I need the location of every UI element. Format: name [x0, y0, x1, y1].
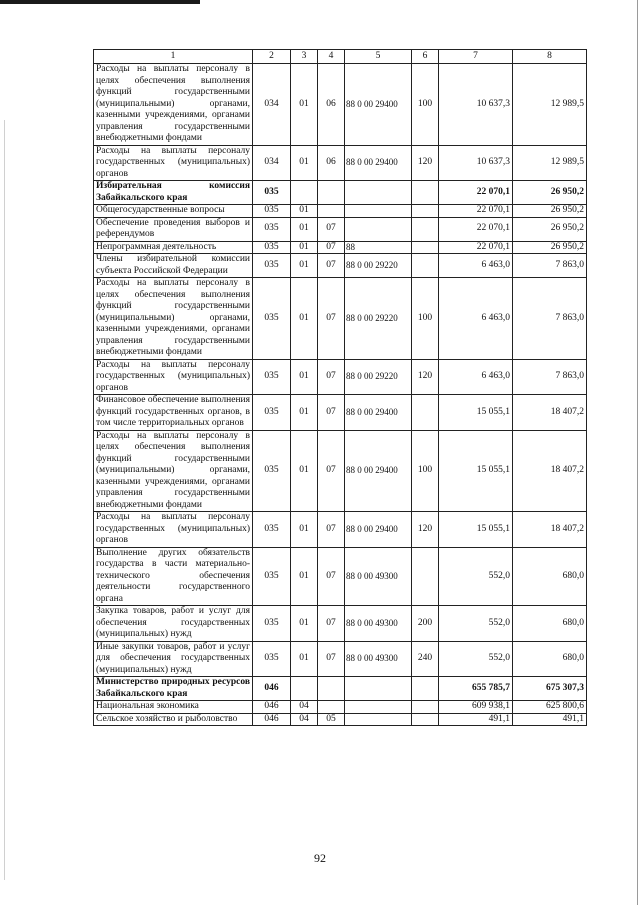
expense-type-cell [412, 241, 439, 254]
item-name-cell: Расходы на выплаты персоналу государственных (муниципальных) органов [94, 512, 253, 548]
ved-code-cell: 034 [253, 64, 291, 146]
ved-code-cell: 035 [253, 241, 291, 254]
amount-year2-cell: 18 407,2 [513, 395, 587, 431]
target-article-cell [345, 677, 412, 701]
table-row [94, 701, 587, 714]
expense-type-cell [412, 395, 439, 431]
header-cell: 5 [345, 50, 412, 64]
expense-type-cell: 120 [412, 145, 439, 181]
section-cell: 01 [291, 430, 318, 512]
target-article-cell: 88 0 00 29400 [345, 430, 412, 512]
scan-top-bar [0, 0, 200, 4]
table-row [94, 512, 587, 548]
section-cell: 01 [291, 606, 318, 642]
ved-code-cell: 035 [253, 512, 291, 548]
subsection-cell: 07 [318, 641, 345, 677]
target-article-cell: 88 0 00 49300 [345, 641, 412, 677]
ved-code-cell: 035 [253, 205, 291, 218]
subsection-cell: 05 [318, 713, 345, 726]
expense-type-cell: 100 [412, 278, 439, 360]
table-header-row [94, 50, 587, 64]
amount-year1-cell: 15 055,1 [439, 430, 513, 512]
section-cell: 01 [291, 241, 318, 254]
expense-type-cell: 100 [412, 64, 439, 146]
item-name-cell: Расходы на выплаты персоналу государственных (муниципальных) органов [94, 359, 253, 395]
amount-year1-cell: 609 938,1 [439, 701, 513, 714]
item-name-cell: Избирательная комиссия Забайкальского края [94, 181, 253, 205]
ved-code-cell: 035 [253, 254, 291, 278]
section-cell [291, 677, 318, 701]
section-cell: 04 [291, 701, 318, 714]
expense-type-cell: 120 [412, 359, 439, 395]
section-cell: 01 [291, 547, 318, 606]
expense-type-cell [412, 547, 439, 606]
table-row [94, 395, 587, 431]
subsection-cell: 07 [318, 359, 345, 395]
table-row [94, 641, 587, 677]
section-cell [291, 181, 318, 205]
header-cell: 7 [439, 50, 513, 64]
table-row [94, 677, 587, 701]
table-row [94, 205, 587, 218]
expense-type-cell [412, 701, 439, 714]
expense-type-cell: 100 [412, 430, 439, 512]
amount-year2-cell: 12 989,5 [513, 64, 587, 146]
amount-year1-cell: 6 463,0 [439, 359, 513, 395]
expense-type-cell [412, 181, 439, 205]
table-row [94, 430, 587, 512]
header-cell: 2 [253, 50, 291, 64]
amount-year2-cell: 680,0 [513, 547, 587, 606]
section-cell: 01 [291, 278, 318, 360]
table-row [94, 241, 587, 254]
item-name-cell: Закупка товаров, работ и услуг для обеспечения государственных (муниципальных) нужд [94, 606, 253, 642]
ved-code-cell: 046 [253, 713, 291, 726]
amount-year2-cell: 18 407,2 [513, 512, 587, 548]
amount-year1-cell: 552,0 [439, 606, 513, 642]
subsection-cell: 07 [318, 606, 345, 642]
amount-year1-cell: 15 055,1 [439, 512, 513, 548]
amount-year2-cell: 7 863,0 [513, 359, 587, 395]
expense-type-cell: 240 [412, 641, 439, 677]
subsection-cell [318, 701, 345, 714]
amount-year1-cell: 6 463,0 [439, 254, 513, 278]
expense-type-cell [412, 677, 439, 701]
header-cell: 8 [513, 50, 587, 64]
target-article-cell [345, 181, 412, 205]
expense-type-cell [412, 217, 439, 241]
subsection-cell: 07 [318, 430, 345, 512]
target-article-cell: 88 0 00 49300 [345, 606, 412, 642]
item-name-cell: Члены избирательной комиссии субъекта Российской Федерации [94, 254, 253, 278]
table-row [94, 606, 587, 642]
subsection-cell: 07 [318, 254, 345, 278]
table-row [94, 713, 587, 726]
amount-year1-cell: 15 055,1 [439, 395, 513, 431]
subsection-cell: 07 [318, 395, 345, 431]
item-name-cell: Расходы на выплаты персоналу государственных (муниципальных) органов [94, 145, 253, 181]
subsection-cell: 06 [318, 64, 345, 146]
amount-year1-cell: 22 070,1 [439, 181, 513, 205]
amount-year2-cell: 26 950,2 [513, 205, 587, 218]
amount-year1-cell: 6 463,0 [439, 278, 513, 360]
target-article-cell: 88 0 00 29220 [345, 359, 412, 395]
target-article-cell: 88 0 00 29400 [345, 145, 412, 181]
scan-right-edge [637, 0, 638, 905]
amount-year2-cell: 26 950,2 [513, 241, 587, 254]
section-cell: 01 [291, 395, 318, 431]
subsection-cell: 07 [318, 547, 345, 606]
subsection-cell [318, 677, 345, 701]
ved-code-cell: 035 [253, 395, 291, 431]
expense-type-cell [412, 205, 439, 218]
ved-code-cell: 035 [253, 359, 291, 395]
target-article-cell [345, 217, 412, 241]
scan-left-edge [4, 120, 5, 880]
subsection-cell: 07 [318, 512, 345, 548]
item-name-cell: Сельское хозяйство и рыболовство [94, 713, 253, 726]
amount-year2-cell: 18 407,2 [513, 430, 587, 512]
table-row [94, 145, 587, 181]
ved-code-cell: 035 [253, 217, 291, 241]
ved-code-cell: 035 [253, 606, 291, 642]
amount-year2-cell: 680,0 [513, 606, 587, 642]
table-row [94, 278, 587, 360]
table-row [94, 547, 587, 606]
amount-year1-cell: 552,0 [439, 641, 513, 677]
amount-year2-cell: 26 950,2 [513, 181, 587, 205]
amount-year1-cell: 22 070,1 [439, 241, 513, 254]
table-row [94, 359, 587, 395]
section-cell: 01 [291, 205, 318, 218]
section-cell: 01 [291, 145, 318, 181]
amount-year1-cell: 552,0 [439, 547, 513, 606]
ved-code-cell: 035 [253, 430, 291, 512]
item-name-cell: Расходы на выплаты персоналу в целях обеспечения выполнения функций государственными (муниципальными) органами, казенными учреждениями, органами управления государственными внебюджетными фондами [94, 64, 253, 146]
ved-code-cell: 035 [253, 547, 291, 606]
header-cell: 6 [412, 50, 439, 64]
item-name-cell: Непрограммная деятельность [94, 241, 253, 254]
item-name-cell: Финансовое обеспечение выполнения функций государственных органов, в том числе территориальных органов [94, 395, 253, 431]
header-cell: 1 [94, 50, 253, 64]
section-cell: 01 [291, 254, 318, 278]
ved-code-cell: 035 [253, 278, 291, 360]
subsection-cell [318, 205, 345, 218]
item-name-cell: Министерство природных ресурсов Забайкальского края [94, 677, 253, 701]
amount-year1-cell: 10 637,3 [439, 145, 513, 181]
ved-code-cell: 046 [253, 701, 291, 714]
item-name-cell: Иные закупки товаров, работ и услуг для обеспечения государственных (муниципальных) нужд [94, 641, 253, 677]
expense-type-cell [412, 254, 439, 278]
target-article-cell: 88 [345, 241, 412, 254]
subsection-cell: 07 [318, 278, 345, 360]
amount-year2-cell: 7 863,0 [513, 254, 587, 278]
header-cell: 4 [318, 50, 345, 64]
item-name-cell: Обеспечение проведения выборов и референдумов [94, 217, 253, 241]
table-row [94, 64, 587, 146]
item-name-cell: Национальная экономика [94, 701, 253, 714]
ved-code-cell: 034 [253, 145, 291, 181]
target-article-cell: 88 0 00 29400 [345, 64, 412, 146]
section-cell: 01 [291, 359, 318, 395]
ved-code-cell: 046 [253, 677, 291, 701]
subsection-cell: 06 [318, 145, 345, 181]
target-article-cell: 88 0 00 29220 [345, 278, 412, 360]
section-cell: 01 [291, 217, 318, 241]
target-article-cell [345, 713, 412, 726]
target-article-cell [345, 205, 412, 218]
amount-year2-cell: 675 307,3 [513, 677, 587, 701]
target-article-cell [345, 701, 412, 714]
amount-year2-cell: 26 950,2 [513, 217, 587, 241]
amount-year2-cell: 680,0 [513, 641, 587, 677]
ved-code-cell: 035 [253, 641, 291, 677]
section-cell: 01 [291, 641, 318, 677]
amount-year1-cell: 655 785,7 [439, 677, 513, 701]
amount-year2-cell: 625 800,6 [513, 701, 587, 714]
table-row [94, 254, 587, 278]
expense-type-cell: 200 [412, 606, 439, 642]
target-article-cell: 88 0 00 29220 [345, 254, 412, 278]
item-name-cell: Выполнение других обязательств государства в части материально-технического обеспечения деятельности государственного органа [94, 547, 253, 606]
section-cell: 01 [291, 64, 318, 146]
item-name-cell: Расходы на выплаты персоналу в целях обеспечения выполнения функций государственными (муниципальными) органами, казенными учреждениями, органами управления государственными внебюджетными фондами [94, 430, 253, 512]
target-article-cell: 88 0 00 29400 [345, 512, 412, 548]
amount-year1-cell: 22 070,1 [439, 205, 513, 218]
subsection-cell: 07 [318, 217, 345, 241]
subsection-cell [318, 181, 345, 205]
subsection-cell: 07 [318, 241, 345, 254]
item-name-cell: Общегосударственные вопросы [94, 205, 253, 218]
item-name-cell: Расходы на выплаты персоналу в целях обеспечения выполнения функций государственными (муниципальными) органами, казенными учреждениями, органами управления государственными внебюджетными фондами [94, 278, 253, 360]
header-cell: 3 [291, 50, 318, 64]
expense-type-cell [412, 713, 439, 726]
amount-year2-cell: 491,1 [513, 713, 587, 726]
budget-table [93, 49, 587, 726]
amount-year2-cell: 7 863,0 [513, 278, 587, 360]
amount-year2-cell: 12 989,5 [513, 145, 587, 181]
table-row [94, 181, 587, 205]
table-row [94, 217, 587, 241]
target-article-cell: 88 0 00 29400 [345, 395, 412, 431]
target-article-cell: 88 0 00 49300 [345, 547, 412, 606]
ved-code-cell: 035 [253, 181, 291, 205]
section-cell: 04 [291, 713, 318, 726]
section-cell: 01 [291, 512, 318, 548]
amount-year1-cell: 22 070,1 [439, 217, 513, 241]
page-number: 92 [314, 851, 326, 865]
amount-year1-cell: 10 637,3 [439, 64, 513, 146]
amount-year1-cell: 491,1 [439, 713, 513, 726]
expense-type-cell: 120 [412, 512, 439, 548]
